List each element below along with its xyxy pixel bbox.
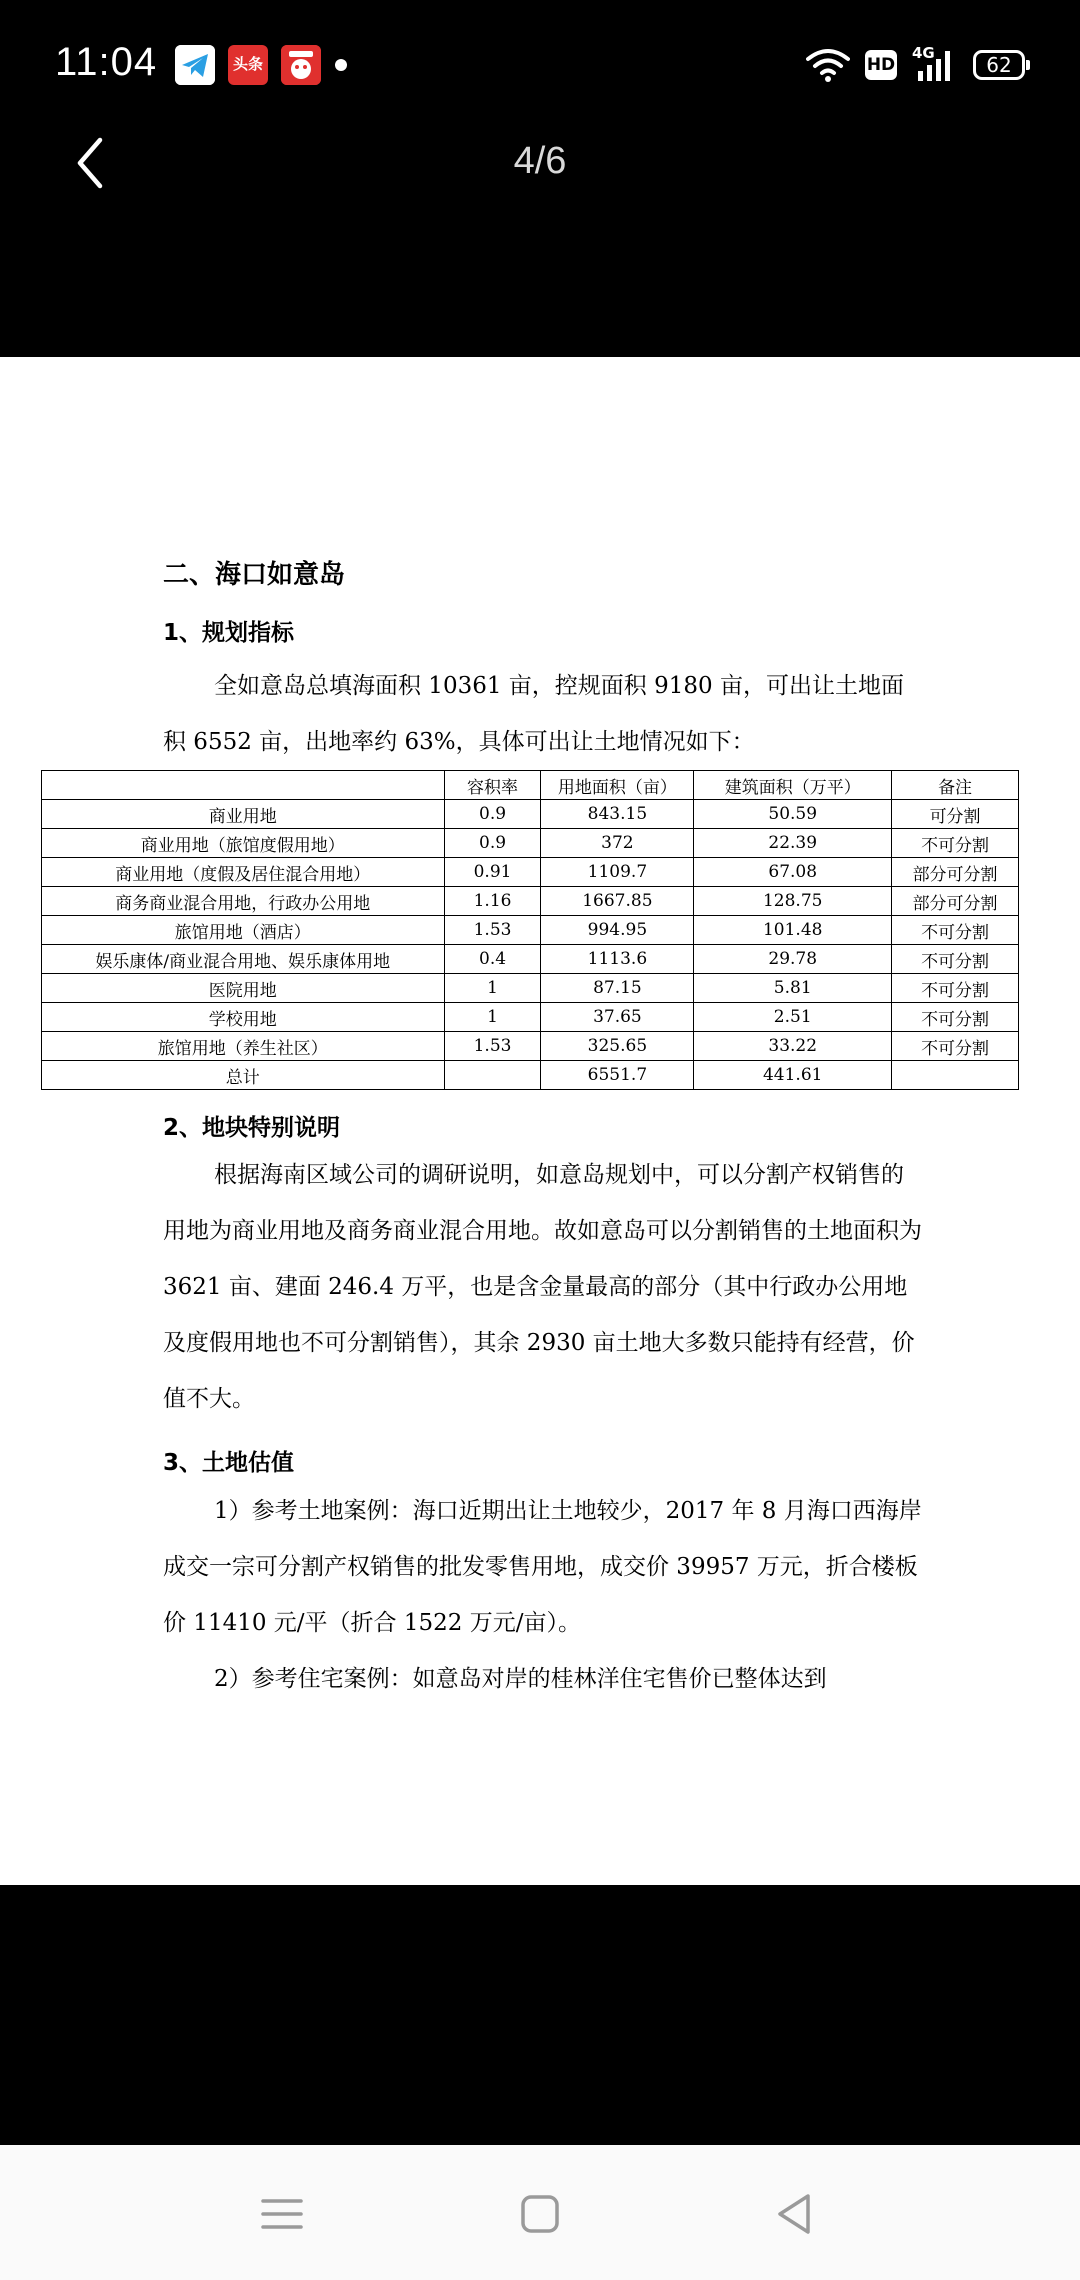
table-cell: 旅馆用地（酒店）: [42, 916, 445, 945]
navigation-bar: [0, 2145, 1080, 2280]
nav-back-button[interactable]: [770, 2189, 820, 2239]
section-heading: 1、规划指标: [163, 620, 295, 646]
table-cell: 学校用地: [42, 1003, 445, 1032]
table-cell: 29.78: [694, 945, 892, 974]
paragraph: 根据海南区域公司的调研说明，如意岛规划中，可以分割产权销售的用地为商业用地及商务商业混合用地。故如意岛可以分割销售的土地面积为 3621 亩、建面 246.4 万平，也是含金量最高的部分（其中行政办公用地及度假用地也不可分割销售），其余 2930 亩土地大多数只能持有经营，价值不大。: [163, 1162, 922, 1412]
table-cell: 994.95: [541, 916, 694, 945]
table-cell: 50.59: [694, 800, 892, 829]
table-cell: 1113.6: [541, 945, 694, 974]
table-row: [42, 1061, 1019, 1090]
pinduoduo-icon: [281, 45, 321, 85]
menu-icon: [257, 2189, 307, 2239]
table-cell: 372: [541, 829, 694, 858]
table-header: 用地面积（亩）: [541, 771, 694, 800]
status-bar: [0, 0, 1080, 130]
table-cell: 37.65: [541, 1003, 694, 1032]
table-cell: 843.15: [541, 800, 694, 829]
table-row: [42, 800, 1019, 829]
toutiao-icon: 头条: [228, 45, 268, 85]
table-row: [42, 974, 1019, 1003]
table-cell: 1.16: [444, 887, 541, 916]
hd-icon: HD: [865, 50, 897, 80]
table-cell: 87.15: [541, 974, 694, 1003]
table-cell: 可分割: [892, 800, 1019, 829]
table-cell: 部分可分割: [892, 887, 1019, 916]
table-cell: 1: [444, 974, 541, 1003]
home-button[interactable]: [515, 2189, 565, 2239]
table-cell: 不可分割: [892, 1003, 1019, 1032]
table-cell: 1.53: [444, 916, 541, 945]
table-cell: 33.22: [694, 1032, 892, 1061]
table-cell: 商业用地（度假及居住混合用地）: [42, 858, 445, 887]
table-cell: 1109.7: [541, 858, 694, 887]
table-row: [42, 916, 1019, 945]
table-cell: 0.4: [444, 945, 541, 974]
table-cell: 2.51: [694, 1003, 892, 1032]
table-cell: 1: [444, 1003, 541, 1032]
table-cell: 0.9: [444, 829, 541, 858]
table-cell: 325.65: [541, 1032, 694, 1061]
table-cell: 不可分割: [892, 1032, 1019, 1061]
land-table: [41, 770, 1019, 1090]
table-row: [42, 1003, 1019, 1032]
table-cell: 0.9: [444, 800, 541, 829]
table-cell: 医院用地: [42, 974, 445, 1003]
table-row: [42, 945, 1019, 974]
wifi-icon: [806, 47, 850, 87]
table-cell: 娱乐康体/商业混合用地、娱乐康体用地: [42, 945, 445, 974]
table-cell: 0.91: [444, 858, 541, 887]
table-cell: 旅馆用地（养生社区）: [42, 1032, 445, 1061]
table-cell: 5.81: [694, 974, 892, 1003]
table-cell: 商业用地: [42, 800, 445, 829]
table-cell: 商务商业混合用地，行政办公用地: [42, 887, 445, 916]
battery-icon: 62: [973, 50, 1025, 80]
table-cell: 6551.7: [541, 1061, 694, 1090]
table-cell: 1.53: [444, 1032, 541, 1061]
table-cell: 128.75: [694, 887, 892, 916]
table-cell: 不可分割: [892, 974, 1019, 1003]
notification-dot-icon: [335, 59, 347, 71]
document-page[interactable]: [0, 357, 1080, 1885]
table-row: [42, 858, 1019, 887]
page-counter: 4/6: [513, 140, 567, 182]
table-header: 容积率: [444, 771, 541, 800]
paragraph: 1）参考土地案例：海口近期出让土地较少，2017 年 8 月海口西海岸成交一宗可分割产权销售的批发零售用地，成交价 39957 万元，折合楼板价 11410 元/平（折合 1522 万元/亩）。: [163, 1498, 922, 1636]
section-heading: 2、地块特别说明: [163, 1115, 341, 1141]
table-cell: [892, 1061, 1019, 1090]
page-title: 二、海口如意岛: [163, 560, 346, 590]
triangle-back-icon: [770, 2189, 820, 2239]
table-cell: 不可分割: [892, 945, 1019, 974]
home-icon: [515, 2189, 565, 2239]
network-type: 4G: [912, 44, 935, 62]
table-cell: 部分可分割: [892, 858, 1019, 887]
table-row: [42, 1032, 1019, 1061]
table-cell: 101.48: [694, 916, 892, 945]
telegram-icon: [175, 45, 215, 85]
table-cell: 商业用地（旅馆度假用地）: [42, 829, 445, 858]
section-heading: 3、土地估值: [163, 1450, 295, 1476]
status-time: 11:04: [55, 40, 158, 84]
table-header: [42, 771, 445, 800]
table-cell: 1667.85: [541, 887, 694, 916]
paragraph: 全如意岛总填海面积 10361 亩，控规面积 9180 亩，可出让土地面积 6552 亩，出地率约 63%，具体可出让土地情况如下：: [163, 673, 904, 755]
signal-icon: [912, 45, 958, 87]
viewer-header: [0, 130, 1080, 357]
table-cell: 总计: [42, 1061, 445, 1090]
table-cell: 22.39: [694, 829, 892, 858]
table-cell: 不可分割: [892, 829, 1019, 858]
menu-button[interactable]: [257, 2189, 307, 2239]
table-cell: 67.08: [694, 858, 892, 887]
table-cell: 不可分割: [892, 916, 1019, 945]
table-cell: [444, 1061, 541, 1090]
table-row: [42, 887, 1019, 916]
paragraph: 2）参考住宅案例：如意岛对岸的桂林洋住宅售价已整体达到: [214, 1666, 827, 1692]
table-header-row: [42, 771, 1019, 800]
table-cell: 441.61: [694, 1061, 892, 1090]
table-header: 建筑面积（万平）: [694, 771, 892, 800]
table-header: 备注: [892, 771, 1019, 800]
table-row: [42, 829, 1019, 858]
